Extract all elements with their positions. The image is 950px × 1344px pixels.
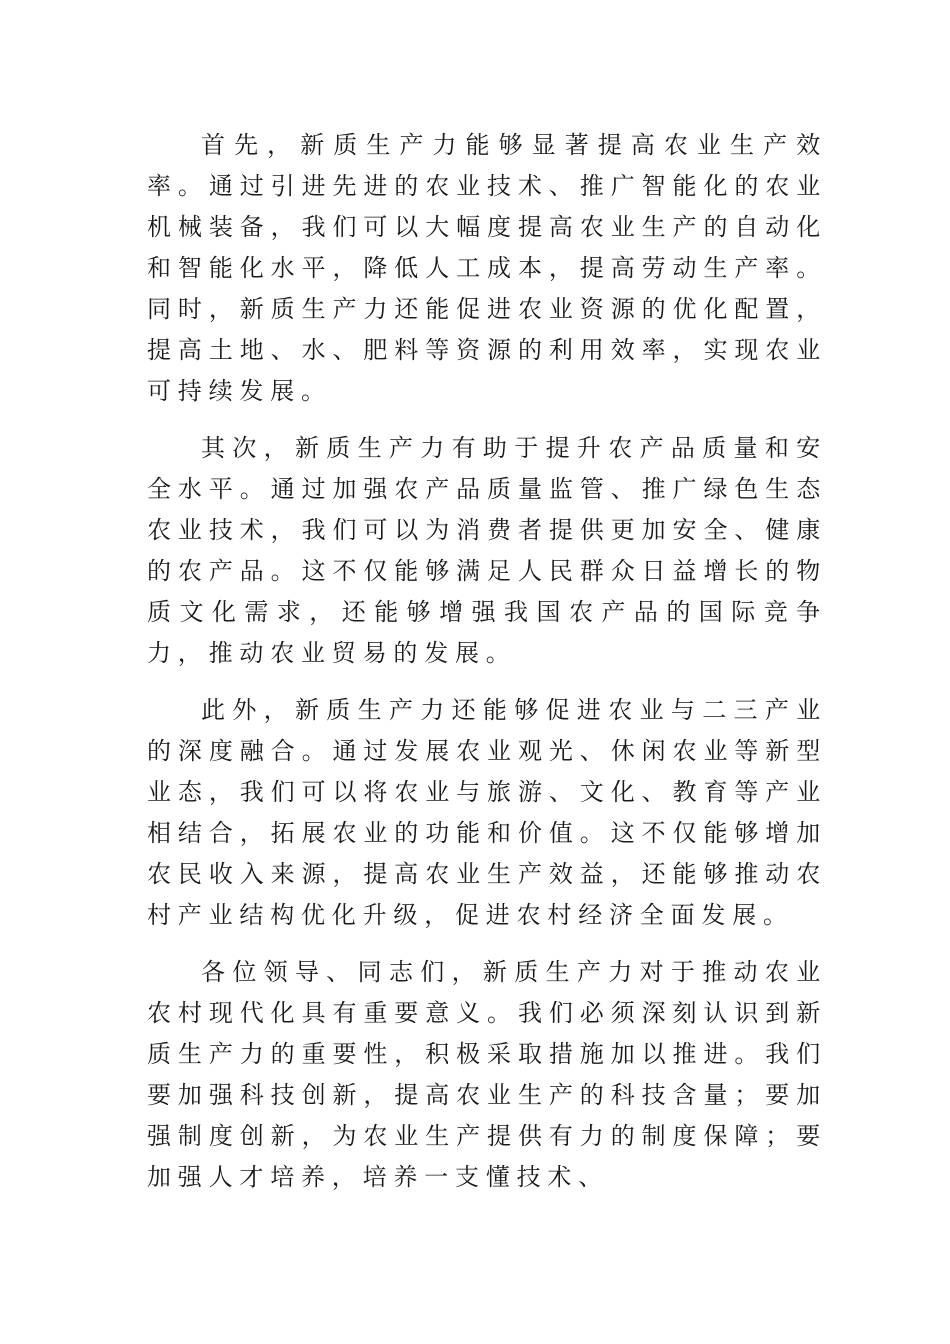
paragraph-industry-integration: 此外，新质生产力还能够促进农业与二三产业的深度融合。通过发展农业观光、休闲农业等新型业态，我们可以将农业与旅游、文化、教育等产业相结合，拓展农业的功能和价值。这不仅能够增加农民收入来源，提高农业生产效益，还能够推动农村产业结构优化升级，促进农村经济全面发展。 — [147, 696, 827, 929]
paragraph-efficiency: 首先，新质生产力能够显著提高农业生产效率。通过引进先进的农业技术、推广智能化的农业机械装备，我们可以大幅度提高农业生产的自动化和智能化水平，降低人工成本，提高劳动生产率。同时，新质生产力还能促进农业资源的优化配置，提高土地、水、肥料等资源的利用效率，实现农业可持续发展。 — [147, 131, 827, 405]
document-body — [147, 125, 827, 1214]
paragraph-quality-safety: 其次，新质生产力有助于提升农产品质量和安全水平。通过加强农产品质量监管、推广绿色生态农业技术，我们可以为消费者提供更加安全、健康的农产品。这不仅能够满足人民群众日益增长的物质文化需求，还能够增强我国农产品的国际竞争力，推动农业贸易的发展。 — [147, 434, 827, 667]
paragraph-conclusion: 各位领导、同志们，新质生产力对于推动农业农村现代化具有重要意义。我们必须深刻认识到新质生产力的重要性，积极采取措施加以推进。我们要加强科技创新，提高农业生产的科技含量；要加强制度创新，为农业生产提供有力的制度保障；要加强人才培养，培养一支懂技术、 — [147, 958, 827, 1191]
